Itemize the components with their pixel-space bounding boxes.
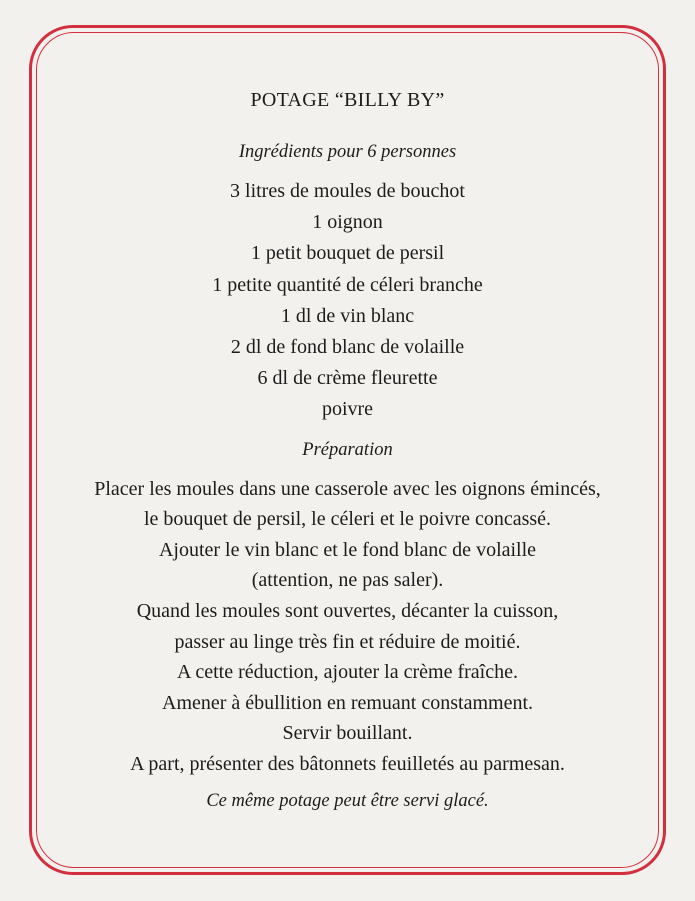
ingredient-item: 1 petite quantité de céleri branche — [212, 273, 483, 296]
ingredient-item: 2 dl de fond blanc de volaille — [230, 336, 465, 359]
preparation-line: (attention, ne pas saler). — [251, 569, 444, 592]
recipe-card — [36, 32, 659, 813]
ingredients-heading: Ingrédients pour 6 personnes — [238, 142, 457, 162]
preparation-line: Servir bouillant. — [282, 722, 413, 745]
preparation-line: Placer les moules dans une casserole avec les oignons émincés, — [94, 477, 601, 500]
preparation-heading: Préparation — [302, 439, 393, 460]
preparation-line: A part, présenter des bâtonnets feuilletés au parmesan. — [130, 752, 565, 775]
preparation-steps — [36, 474, 659, 780]
serving-note: Ce même potage peut être servi glacé. — [206, 790, 489, 811]
recipe-title: POTAGE “BILLY BY” — [250, 89, 445, 111]
ingredient-item: 1 oignon — [312, 211, 383, 234]
preparation-line: A cette réduction, ajouter la crème fraîche. — [177, 661, 518, 684]
ingredient-item: 3 litres de moules de bouchot — [230, 180, 465, 202]
preparation-line: le bouquet de persil, le céleri et le poivre concassé. — [143, 508, 552, 531]
ingredients-list — [36, 176, 659, 426]
preparation-line: Amener à ébullition en remuant constamment. — [162, 691, 533, 714]
preparation-line: Quand les moules sont ouvertes, décanter la cuisson, — [136, 600, 559, 622]
ingredient-item: 1 petit bouquet de persil — [250, 242, 445, 265]
preparation-line: Ajouter le vin blanc et le fond blanc de volaille — [158, 538, 537, 561]
ingredient-item: poivre — [321, 398, 374, 421]
ingredient-item: 6 dl de crème fleurette — [257, 367, 438, 390]
ingredient-item: 1 dl de vin blanc — [280, 304, 415, 327]
preparation-line: passer au linge très fin et réduire de moitié. — [174, 630, 521, 653]
